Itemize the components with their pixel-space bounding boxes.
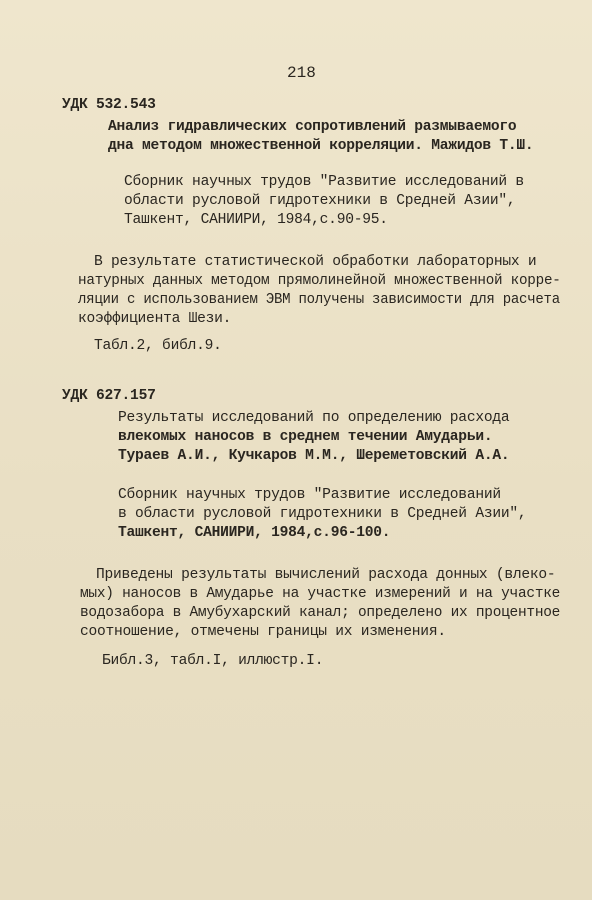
abstract-line: ляции с использованием ЭВМ получены зависимости для расчета: [78, 292, 560, 308]
abstract-line: водозабора в Амубухарский канал; определено их процентное: [80, 605, 561, 621]
entry-title-line: Результаты исследований по определению расхода: [118, 410, 510, 426]
entry-title-line: влекомых наносов в среднем течении Амударьи.: [118, 429, 493, 445]
source-line: области русловой гидротехники в Средней Азии",: [124, 193, 516, 209]
udk-code: УДК 627.157: [62, 388, 156, 404]
abstract-line: мых) наносов в Амударье на участке измерений и на участке: [80, 586, 561, 602]
page-number: 218: [287, 64, 316, 82]
source-line: в области русловой гидротехники в Средней Азии",: [118, 506, 527, 522]
abstract-line: натурных данных методом прямолинейной множественной корре-: [78, 273, 561, 289]
entry-title-line: Тураев А.И., Кучкаров М.М., Шереметовский А.А.: [118, 448, 510, 464]
source-line: Ташкент, САНИИРИ, 1984,с.96-100.: [118, 525, 391, 541]
udk-code: УДК 532.543: [62, 97, 156, 113]
abstract-line: соотношение, отмечены границы их изменения.: [80, 624, 446, 640]
abstract-line: В результате статистической обработки лабораторных и: [94, 254, 537, 270]
source-line: Сборник научных трудов "Развитие исследований в: [124, 174, 524, 190]
references-line: Табл.2, библ.9.: [94, 338, 222, 354]
source-line: Сборник научных трудов "Развитие исследований: [118, 487, 501, 503]
abstract-line: Приведены результаты вычислений расхода донных (влеко-: [96, 567, 556, 583]
source-line: Ташкент, САНИИРИ, 1984,с.90-95.: [124, 212, 388, 228]
entry-title-line: Анализ гидравлических сопротивлений размываемого: [108, 119, 517, 135]
references-line: Библ.3, табл.I, иллюстр.I.: [102, 653, 324, 669]
entry-title-line: дна методом множественной корреляции. Мажидов Т.Ш.: [108, 138, 534, 154]
abstract-line: коэффициента Шези.: [78, 311, 232, 327]
